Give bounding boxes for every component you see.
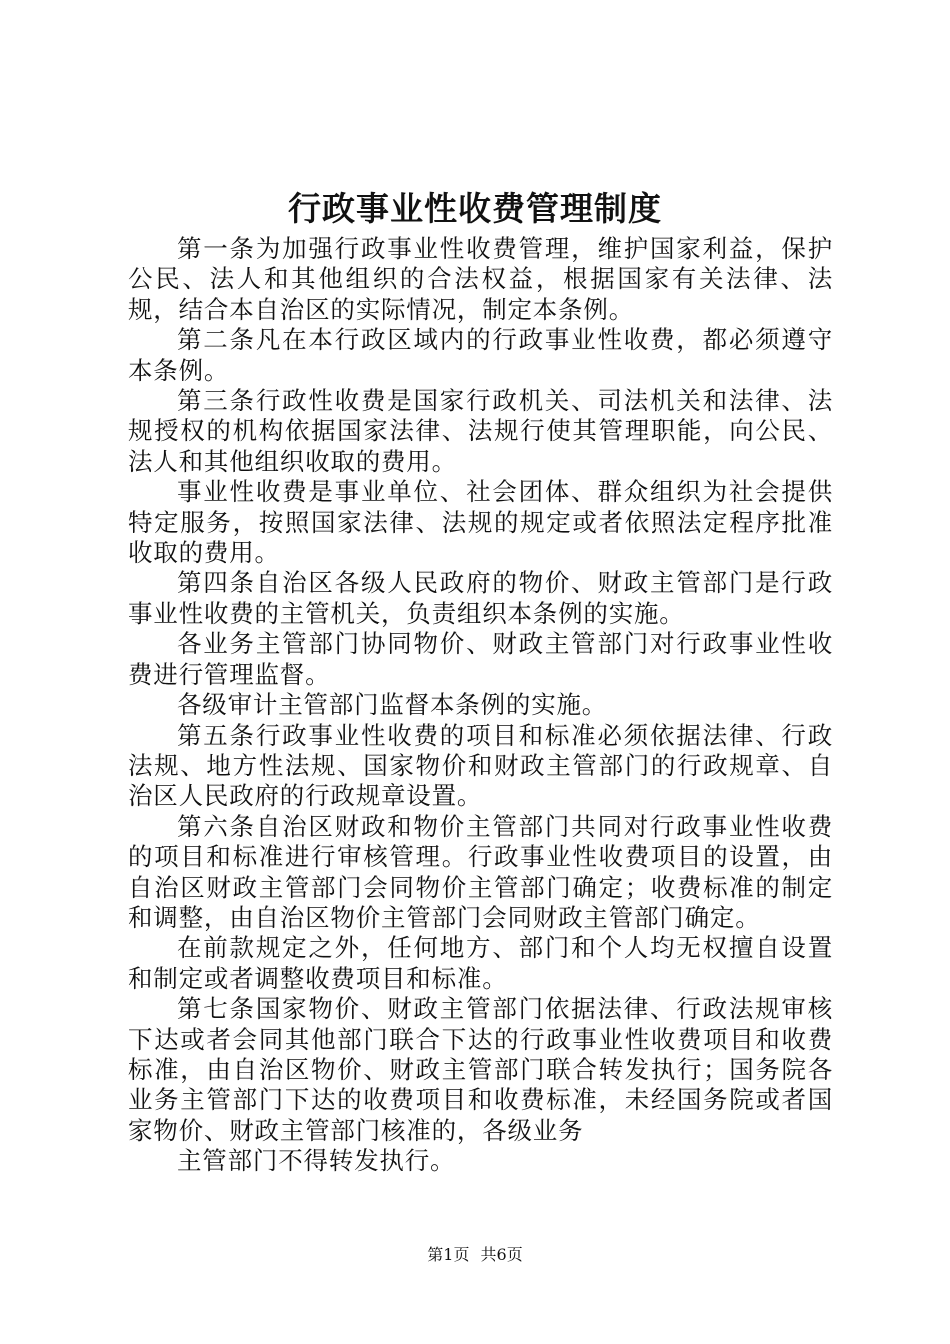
- paragraph-article-2: 第二条凡在本行政区域内的行政事业性收费，都必须遵守本条例。: [128, 325, 833, 385]
- paragraph-article-7-continued: 主管部门不得转发执行。: [177, 1146, 456, 1176]
- paragraph-article-7: 第七条国家物价、财政主管部门依据法律、行政法规审核下达或者会同其他部门联合下达的行政事业性收费项目和收费标准，由自治区物价、财政主管部门联合转发执行；国务院各业务主管部门下达的收费项目和收费标准，未经国务院或者国家物价、财政主管部门核准的，各级业务: [128, 994, 833, 1145]
- paragraph-article-6: 第六条自治区财政和物价主管部门共同对行政事业性收费的项目和标准进行审核管理。行政事业性收费项目的设置，由自治区财政主管部门会同物价主管部门确定；收费标准的制定和调整，由自治区物价主管部门会同财政主管部门确定。: [128, 811, 833, 932]
- paragraph-article-4: 第四条自治区各级人民政府的物价、财政主管部门是行政事业性收费的主管机关，负责组织本条例的实施。: [128, 568, 833, 628]
- document-body: [128, 234, 833, 1177]
- paragraph-article-5: 第五条行政事业性收费的项目和标准必须依据法律、行政法规、地方性法规、国家物价和财政主管部门的行政规章、自治区人民政府的行政规章设置。: [128, 720, 833, 811]
- page-number-footer: 第1页 共6页: [427, 1245, 523, 1264]
- paragraph-article-6-continued: 在前款规定之外，任何地方、部门和个人均无权擅自设置和制定或者调整收费项目和标准。: [128, 933, 833, 993]
- document-title: 行政事业性收费管理制度: [288, 189, 662, 228]
- paragraph-article-1: 第一条为加强行政事业性收费管理，维护国家利益，保护公民、法人和其他组织的合法权益，根据国家有关法律、法规，结合本自治区的实际情况，制定本条例。: [128, 234, 833, 324]
- paragraph-article-4-audit: 各级审计主管部门监督本条例的实施。: [177, 690, 608, 720]
- paragraph-article-3-continued: 事业性收费是事业单位、社会团体、群众组织为社会提供特定服务，按照国家法律、法规的规定或者依照法定程序批准收取的费用。: [128, 477, 833, 568]
- paragraph-article-4-continued: 各业务主管部门协同物价、财政主管部门对行政事业性收费进行管理监督。: [128, 629, 833, 689]
- paragraph-article-3: 第三条行政性收费是国家行政机关、司法机关和法律、法规授权的机构依据国家法律、法规行使其管理职能，向公民、法人和其他组织收取的费用。: [128, 386, 833, 476]
